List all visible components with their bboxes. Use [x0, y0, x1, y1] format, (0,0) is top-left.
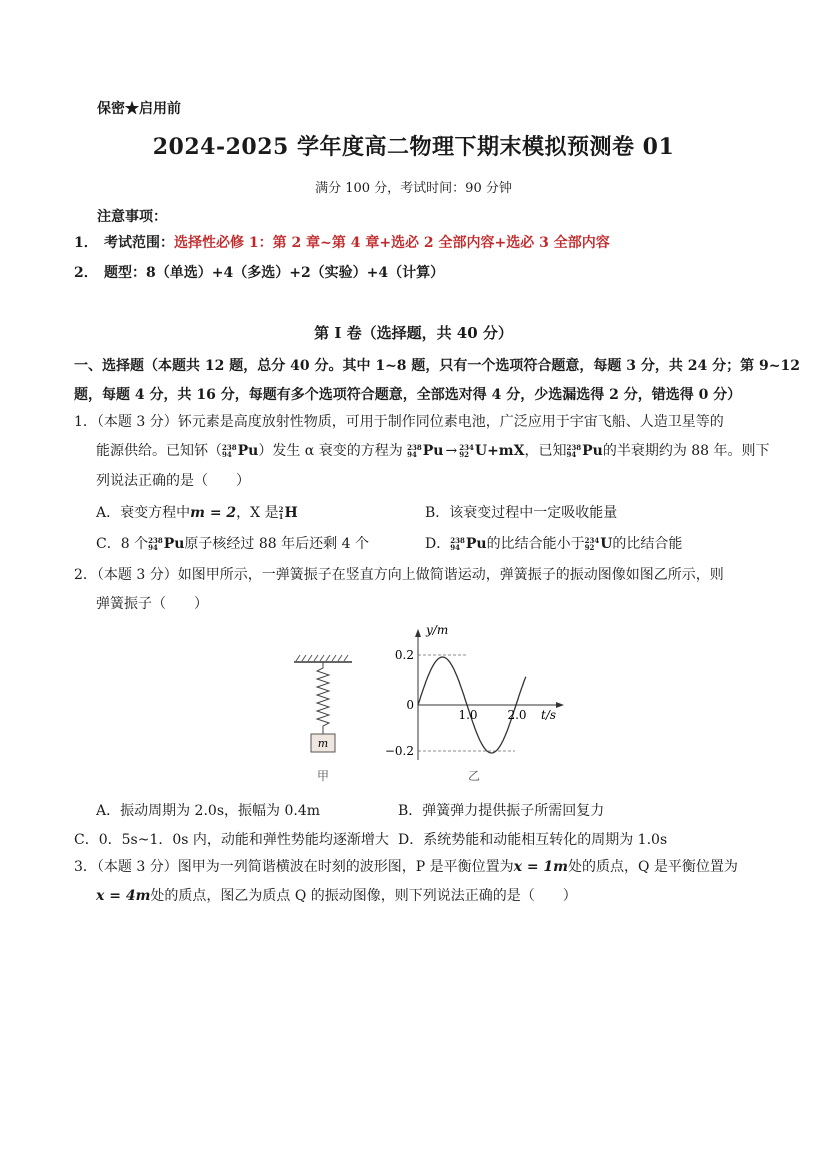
q1-stem-line3: 列说法正确的是（ ） [96, 473, 250, 489]
notice-heading: 注意事项： [97, 209, 167, 225]
decay-equation: 238 94 Pu → 234 92 U +mX [407, 443, 525, 459]
y-axis-label: y/m [426, 623, 449, 637]
figure-label-jia: 甲 [316, 769, 330, 783]
scope-value: 选择性必修 1：第 2 章~第 4 章+选必 2 全部内容+选必 3 全部内容 [174, 235, 610, 251]
notice-item-types: 2． 题型：8（单选）+4（多选）+2（实验）+4（计算） [74, 265, 445, 281]
q2-stem-line2: 弹簧振子（ ） [96, 596, 208, 612]
section-title: 第 I 卷（选择题，共 40 分） [314, 324, 513, 342]
section-instructions-line1: 一、选择题（本题共 12 题，总分 40 分。其中 1~8 题，只有一个选项符合题意，每题 3 分，共 24 分；第 9~12 [74, 358, 800, 374]
nuclide-pu: 238 94 Pu [566, 443, 603, 459]
q1-option-a[interactable]: A．衰变方程中m = 2，X 是 2 1 H [96, 505, 298, 521]
q2-option-d[interactable]: D．系统势能和动能相互转化的周期为 1.0s [398, 832, 668, 848]
q1-stem-line2: 能源供给。已知钚（ 238 94 Pu ）发生 α 衰变的方程为 238 94 Pu → 234 92 U +mX ，已知 238 94 Pu 的半衰期约为 88 年。则下 [96, 443, 770, 459]
figure-label-yi: 乙 [467, 769, 481, 783]
q3-stem-line1: 3．（本题 3 分）图甲为一列简谐横波在时刻的波形图，P 是平衡位置为x = 1m处的质点，Q 是平衡位置为 [74, 859, 738, 875]
confidential-label: 保密★启用前 [97, 101, 181, 117]
x-tick-2.0: 2.0 [507, 708, 527, 722]
q2-option-c[interactable]: C．0．5s~1．0s 内，动能和弹性势能均逐渐增大 [74, 832, 389, 848]
y-tick-0: 0 [406, 698, 414, 712]
x-axis-label: t/s [541, 708, 557, 722]
q1-stem-line1: 1．（本题 3 分）钚元素是高度放射性物质，可用于制作同位素电池，广泛应用于宇宙飞船、人造卫星等的 [74, 414, 724, 430]
q1-option-b[interactable]: B．该衰变过程中一定吸收能量 [425, 505, 618, 521]
y-axis-arrow [415, 629, 421, 637]
q2-stem-line1: 2．（本题 3 分）如图甲所示，一弹簧振子在竖直方向上做简谐运动，弹簧振子的振动图像如图乙所示，则 [74, 567, 724, 583]
mass-label: m [317, 737, 329, 750]
nuclide-pu: 238 94 Pu [222, 443, 259, 459]
q2-option-a[interactable]: A．振动周期为 2.0s，振幅为 0.4m [96, 803, 320, 819]
page-title: 2024-2025 学年度高二物理下期末模拟预测卷 01 [152, 134, 675, 160]
q1-option-c[interactable]: C．8 个 238 94 Pu 原子核经过 88 年后还剩 4 个 [96, 536, 369, 552]
q2-option-b[interactable]: B．弹簧弹力提供振子所需回复力 [398, 803, 605, 819]
section-instructions-line2: 题，每题 4 分，共 16 分，每题有多个选项符合题意，全部选对得 4 分，少选漏选得 2 分，错选得 0 分） [74, 387, 742, 403]
y-tick-0.2: 0.2 [394, 648, 414, 662]
ceiling-hatch [296, 655, 348, 661]
vibration-graph [385, 623, 564, 783]
notice-item-scope: 1． 考试范围：选择性必修 1：第 2 章~第 4 章+选必 2 全部内容+选必 3 全部内容 [74, 235, 610, 251]
q1-option-d[interactable]: D． 238 94 Pu 的比结合能小于 234 92 U 的比结合能 [425, 536, 683, 552]
x-axis-arrow [556, 702, 564, 708]
exam-subtitle: 满分 100 分，考试时间：90 分钟 [315, 181, 512, 196]
spring-oscillator-diagram [294, 655, 352, 783]
spring [317, 662, 329, 734]
y-tick-neg0.2: −0.2 [384, 744, 414, 758]
x-tick-1.0: 1.0 [458, 708, 478, 722]
q2-figure [290, 620, 570, 790]
q3-stem-line2: x = 4m处的质点，图乙为质点 Q 的振动图像，则下列说法正确的是（ ） [96, 888, 577, 904]
